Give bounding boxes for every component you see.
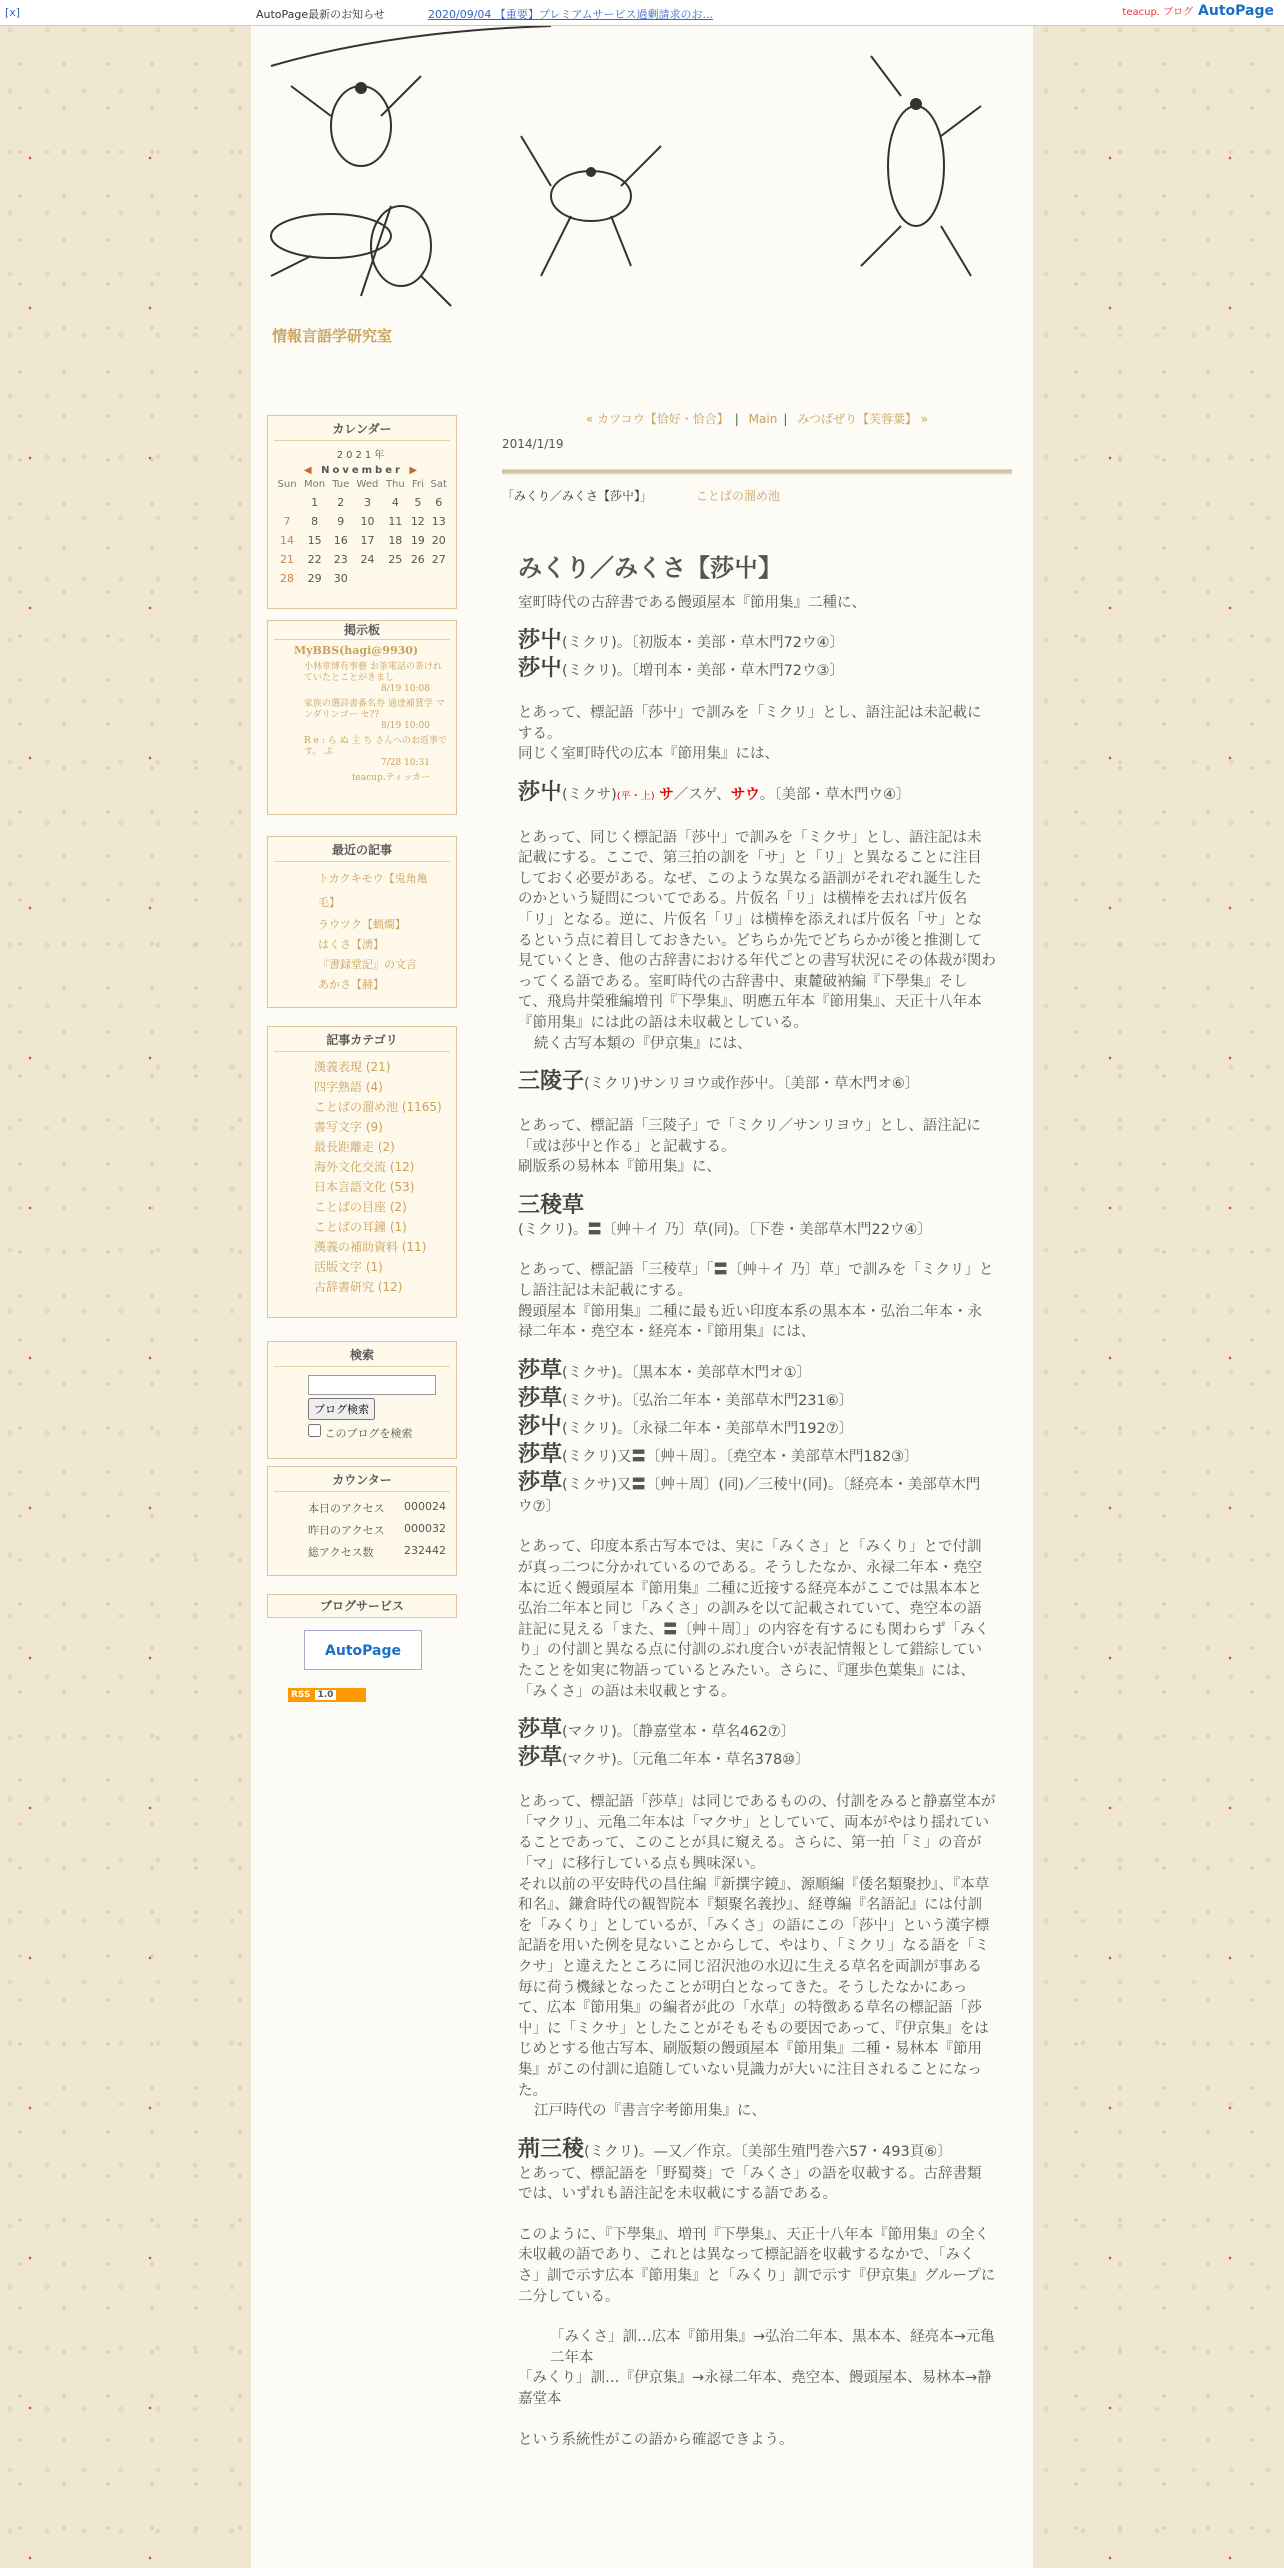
- paragraph: とあって、標記語を「野蜀葵」で「みくさ」の語を収載する。古辞書類では、いずれも語注記を未収載にする語である。: [518, 2165, 982, 2203]
- bbs-title[interactable]: MyBBS(hagi@9930): [294, 644, 419, 657]
- calendar-day[interactable]: 1: [311, 496, 319, 509]
- category-item[interactable]: 漢義表現 (21): [314, 1060, 391, 1074]
- calendar-day[interactable]: 28: [280, 572, 295, 585]
- rss-badge[interactable]: RSS 1.0: [288, 1688, 366, 1702]
- paragraph: とあって、標記語「莎屮」で訓みを「ミクリ」とし、語注記は未記載にする。: [518, 705, 982, 742]
- recent-posts-widget: [267, 836, 457, 1008]
- paragraph: 刷版系の易林本『節用集』に、: [518, 1159, 721, 1176]
- counter-row: 昨日のアクセス 000032: [308, 1522, 446, 1537]
- search-widget: [267, 1341, 457, 1459]
- bbs-date-3: 7/28 10:31: [380, 758, 430, 768]
- calendar-year: 2021年: [336, 450, 388, 461]
- weekday-label: Fri: [411, 479, 424, 490]
- calendar-day[interactable]: 30: [333, 572, 348, 585]
- site-title[interactable]: 情報言語学研究室: [272, 327, 393, 345]
- post-title: みくり／みくさ【莎屮】: [518, 554, 782, 582]
- blogservice-widget: [267, 1594, 457, 1618]
- brush-divider: [502, 463, 1012, 481]
- calendar-day[interactable]: 18: [388, 534, 403, 547]
- paragraph: 「みくり」訓…『伊京集』→永禄二年本、堯空本、饅頭屋本、易林本→静嘉堂本: [518, 2370, 992, 2408]
- paragraph: それ以前の平安時代の昌住編『新撰字鏡』、源順編『倭名類聚抄』、『本草和名』、鎌倉時代の観智院本『類聚名義抄』、経尊編『名語記』には付訓を「みくり」としているが、「みくさ」の語にこの「莎屮」という漢字標記語を用いた例を見ないことからして、やはり、「ミクリ」なる語を「ミクサ」と違えたところに同じ沼沢池の水辺に生える草名を両訓が事ある毎に荷う機縁となったことが明白となってきた。そうしたなかにあって、広本『節用集』の編者が此の「水草」の特徴ある草名の標記語「莎屮」に「ミクサ」としたことがそもそもの要因であって、『伊京集』をはじめとする他古写本、刷版類の饅頭屋本『節用集』二種・易林本『節用集』がこの付訓に追随していない見識力が大いに注目されることになった。: [518, 1876, 990, 2099]
- category-item[interactable]: ことばの目座 (2): [314, 1200, 407, 1214]
- categories-heading: 記事カテゴリ: [274, 1031, 450, 1052]
- bbs-entry-2[interactable]: 家族の選詩書番名券 通達補賃学 マンダリンゴー セ??: [304, 699, 445, 720]
- categories-widget: [267, 1026, 457, 1318]
- paragraph: 同じく室町時代の広本『節用集』には、: [518, 746, 779, 763]
- paragraph: とあって、印度本系古写本では、実に「みくさ」と「みくり」とで付訓が真っ二つに分かれているのである。そうしたなか、永禄二年本・堯空本に近く饅頭屋本『節用集』二種に近接する経亮本がここでは黒本本と弘治二年本と同じ「みくさ」の訓みを以て記載されていて、堯空本の語註記に見える「また、〓〔艸＋周〕」の内容を有するにも関わらず「みくり」の付訓と異なる点に付訓のぶれ度合いが表記情報として錯綜していたことを如実に物語っているとみたい。さらに、『運歩色葉集』には、「みくさ」の語は未収載とする。: [518, 1539, 990, 1700]
- calendar-day[interactable]: 14: [280, 534, 295, 547]
- calendar-day: [353, 569, 383, 588]
- autopage-logo[interactable]: teacup. ブログ AutoPage: [1122, 3, 1274, 19]
- paragraph: 江戸時代の『書言字考節用集』に、: [534, 2103, 766, 2120]
- tab-post-title[interactable]: 「みくり／みくさ【莎屮】」: [502, 489, 653, 503]
- search-heading: 検索: [274, 1346, 450, 1367]
- prev-post-link[interactable]: « カツコウ【恰好・恰合】: [585, 412, 729, 426]
- notice-label: AutoPage最新のお知らせ: [256, 8, 385, 21]
- calendar-day[interactable]: 19: [410, 534, 425, 547]
- calendar-day[interactable]: 5: [414, 496, 422, 509]
- category-item[interactable]: 漢義の補助資料 (11): [314, 1240, 427, 1254]
- calendar-grid: [274, 476, 450, 588]
- dictionary-entry: 莎草(ミクリ)又〓〔艸＋周〕。〔堯空本・美部草木門182③〕: [518, 1441, 919, 1467]
- recent-post-item[interactable]: ラウツク【蝋燭】: [318, 918, 406, 931]
- next-post-link[interactable]: みつばぜり【芙蓉葉】 »: [797, 412, 929, 426]
- counter-widget: [267, 1466, 457, 1576]
- paragraph: という系統性がこの語から確認できよう。: [518, 2431, 794, 2448]
- search-input[interactable]: [308, 1375, 436, 1395]
- calendar-day: [274, 493, 300, 512]
- calendar-day: [427, 569, 450, 588]
- dictionary-entry: 三稜草(ミクリ)。〓〔艸＋イ 乃〕草(同)。〔下巻・美部草木門22ウ④〕: [518, 1192, 932, 1238]
- this-blog-checkbox[interactable]: [308, 1424, 321, 1437]
- category-item[interactable]: 古辞書研究 (12): [314, 1280, 403, 1294]
- calendar-day[interactable]: 12: [410, 515, 425, 528]
- dictionary-entry: 三陵子(ミクリ)サンリヨウ或作莎屮。〔美部・草木門オ⑥〕: [518, 1069, 920, 1095]
- calendar-day[interactable]: 27: [431, 553, 446, 566]
- paragraph: とあって、標記語「三稜草」「〓〔艸＋イ 乃〕草」で訓みを「ミクリ」とし語注記は未記載にする。: [518, 1262, 994, 1300]
- counter-heading: カウンター: [274, 1471, 450, 1492]
- calendar-day[interactable]: 21: [280, 553, 295, 566]
- recent-post-item[interactable]: 『書録堂記』の文言: [318, 958, 417, 971]
- paragraph: とあって、同じく標記語「莎屮」で訓みを「ミクサ」とし、語注記は未記載にする。ここで、第三拍の訓を「サ」と「リ」と異なることに注目しておく必要がある。なぜ、このような異なる語訓がそれぞれ誕生したのかという疑問についてである。片仮名「リ」は横棒を去れば片仮名「リ」となる。逆に、片仮名「リ」は横棒を添えれば片仮名「サ」となるという点に着目しておきたい。どちらか先でどちらかが後と推測して見ていくとき、他の古辞書における年代ごとの書写状況にその体裁が関わってくる語である。室町時代の古辞書中、東麓破衲編『下學集』そして、飛鳥井榮雅編増刊『下學集』、明應五年本『節用集』、天正十八年本『節用集』には此の語は未収載としている。: [518, 829, 996, 1031]
- paragraph: とあって、標記語「莎草」は同じであるものの、付訓をみると静嘉堂本が「マクリ」、元亀二年本は「マクサ」としていて、両本がやはり揺れていることであって、このことが具に窺える。さらに、第一拍「ミ」の音が「マ」に移行している点も興味深い。: [518, 1794, 996, 1872]
- autopage-banner[interactable]: AutoPage: [304, 1630, 422, 1670]
- dictionary-entry: 莎草(マクサ)。〔元亀二年本・草名378⑩〕: [518, 1745, 810, 1771]
- dictionary-entry: 莎草(ミクサ)又〓〔艸＋周〕(同)／三稜屮(同)。〔経亮本・美部草木門 ウ⑦〕: [518, 1469, 995, 1515]
- bbs-entry-3[interactable]: R e : ら ぬ 主 ち さんへのお返事です。 ぷ: [304, 736, 447, 757]
- weekday-label: Sat: [430, 479, 447, 490]
- category-item[interactable]: ことばの耳鐘 (1): [314, 1220, 407, 1234]
- main-link[interactable]: Main: [748, 412, 778, 426]
- calendar-day[interactable]: 24: [360, 553, 375, 566]
- recent-post-item[interactable]: あかさ【赫】: [318, 978, 384, 991]
- weekday-label: Thu: [385, 479, 405, 490]
- dictionary-entry: 莎草(ミクサ)。〔黒本本・美部草木門オ①〕: [518, 1357, 812, 1383]
- category-item[interactable]: 海外文化交流 (12): [314, 1160, 415, 1174]
- dictionary-entry: 莎屮(ミクリ)。〔増刊本・美部・草木門72ウ③〕: [518, 656, 845, 682]
- dictionary-entry: 莎屮(ミクリ)。〔初版本・美部・草木門72ウ④〕: [518, 628, 845, 654]
- category-item[interactable]: 四字熟語 (4): [314, 1080, 383, 1094]
- blog-search-button[interactable]: ブログ検索: [308, 1398, 375, 1420]
- calendar-day[interactable]: 17: [360, 534, 375, 547]
- blogservice-heading: ブログサービス: [319, 1599, 404, 1613]
- calendar-day[interactable]: 6: [435, 496, 443, 509]
- post-date: 2014/1/19: [502, 437, 564, 451]
- calendar-day[interactable]: 2: [337, 496, 345, 509]
- search-scope: このブログを検索: [274, 1424, 450, 1441]
- bbs-entry-1[interactable]: 小林章博有事藝 お茶電話の茶けれていたとことがきまし: [304, 662, 442, 683]
- calendar-day[interactable]: 25: [388, 553, 403, 566]
- calendar-day[interactable]: 9: [337, 515, 345, 528]
- bbs-date-1: 8/19 10:08: [380, 684, 430, 694]
- bbs-heading: 掲示板: [274, 625, 450, 640]
- calendar-day[interactable]: 3: [363, 496, 371, 509]
- dictionary-entry: 莎屮(ミクリ)。〔永禄二年本・美部草木門192⑦〕: [518, 1413, 854, 1439]
- calendar-day[interactable]: 26: [410, 553, 425, 566]
- calendar-day[interactable]: 8: [311, 515, 319, 528]
- paragraph: 室町時代の古辞書である饅頭屋本『節用集』二種に、: [518, 594, 866, 611]
- bbs-date-2: 8/19 10:00: [380, 721, 430, 731]
- category-item[interactable]: 日本言語文化 (53): [314, 1180, 415, 1194]
- counter-row: 本日のアクセス 000024: [308, 1500, 446, 1515]
- calendar-day: [382, 569, 408, 588]
- calendar-day: [408, 569, 427, 588]
- bbs-footer[interactable]: teacup.ティッカー: [351, 773, 430, 783]
- paragraph: 「みくさ」訓…広本『節用集』→弘治二年本、黒本本、経亮本→元亀二年本: [550, 2329, 995, 2366]
- recent-heading: 最近の記事: [274, 841, 450, 862]
- calendar-day[interactable]: 20: [431, 534, 446, 547]
- calendar-month-nav: ◀ November ▶: [303, 465, 421, 476]
- weekday-label: Tue: [332, 479, 350, 490]
- post-tabs: [502, 487, 1012, 504]
- paragraph: とあって、標記語「三陵子」で「ミクリ／サンリヨウ」とし、語注記に「或は莎屮と作る」と記載する。: [518, 1118, 981, 1155]
- close-link[interactable]: [x]: [5, 6, 21, 19]
- bbs-widget: [267, 620, 457, 815]
- paragraph: 続く古写本類の『伊京集』には、: [534, 1035, 752, 1052]
- calendar-heading: カレンダー: [274, 420, 450, 441]
- category-item[interactable]: ことばの溜め池 (1165): [314, 1100, 442, 1114]
- category-item[interactable]: 最長距離走 (2): [314, 1140, 395, 1154]
- paragraph: 饅頭屋本『節用集』二種に最も近い印度本系の黒本本・弘治二年本・永禄二年本・堯空本・経亮本・『節用集』には、: [518, 1303, 982, 1341]
- dictionary-entry: 莎屮(ミクサ)(平・上) サ／スゲ、サウ。〔美部・草木門ウ④〕: [518, 779, 911, 805]
- weekday-label: Mon: [304, 479, 326, 490]
- calendar-day[interactable]: 15: [307, 534, 322, 547]
- calendar-day[interactable]: 23: [333, 553, 348, 566]
- next-month-icon[interactable]: ▶: [409, 465, 421, 476]
- weekday-label: Sun: [277, 479, 297, 490]
- main-content: [502, 410, 1012, 2450]
- header-illustration: [251, 26, 1033, 326]
- counter-row: 総アクセス数 232442: [308, 1544, 446, 1559]
- post-body: [502, 554, 1012, 2450]
- tab-category[interactable]: ことばの溜め池: [695, 489, 780, 503]
- calendar-day[interactable]: 10: [360, 515, 375, 528]
- dictionary-entry: 莎草(マクリ)。〔静嘉堂本・草名462⑦〕: [518, 1717, 796, 1743]
- weekday-label: Wed: [356, 479, 379, 490]
- post-navigation: « カツコウ【恰好・恰合】 | Main | みつばぜり【芙蓉葉】 »: [585, 412, 929, 426]
- category-item[interactable]: 書写文字 (9): [314, 1120, 383, 1134]
- calendar-day[interactable]: 7: [283, 515, 291, 528]
- calendar-day[interactable]: 13: [431, 515, 446, 528]
- dictionary-entry: 荊三稜(ミクリ)。—又／作京。〔美部生殖門巻六57・493頁⑥〕: [518, 2136, 952, 2162]
- notice-link[interactable]: 2020/09/04 【重要】プレミアムサービス過剰請求のお...: [428, 8, 713, 21]
- category-item[interactable]: 活版文字 (1): [314, 1260, 383, 1274]
- prev-month-icon[interactable]: ◀: [303, 465, 315, 476]
- calendar-day[interactable]: 4: [391, 496, 399, 509]
- paragraph: このように、『下學集』、増刊『下學集』、天正十八年本『節用集』の全く未収載の語であり、これとは異なって標記語を収載するなかで、「みくさ」訓で示す広本『節用集』と「みくり」訓で示す『伊京集』グループに二分している。: [518, 2226, 996, 2305]
- calendar-day[interactable]: 29: [307, 572, 322, 585]
- dictionary-entry: 莎草(ミクサ)。〔弘治二年本・美部草木門231⑥〕: [518, 1385, 854, 1411]
- calendar-day[interactable]: 16: [333, 534, 348, 547]
- calendar-day[interactable]: 11: [388, 515, 403, 528]
- recent-post-item[interactable]: はくさ【湧】: [318, 938, 384, 951]
- top-notice-bar: [0, 0, 1284, 26]
- calendar-day[interactable]: 22: [307, 553, 322, 566]
- calendar-widget: [267, 415, 457, 609]
- recent-post-item[interactable]: トカクキモウ【兎角亀毛】: [318, 872, 428, 909]
